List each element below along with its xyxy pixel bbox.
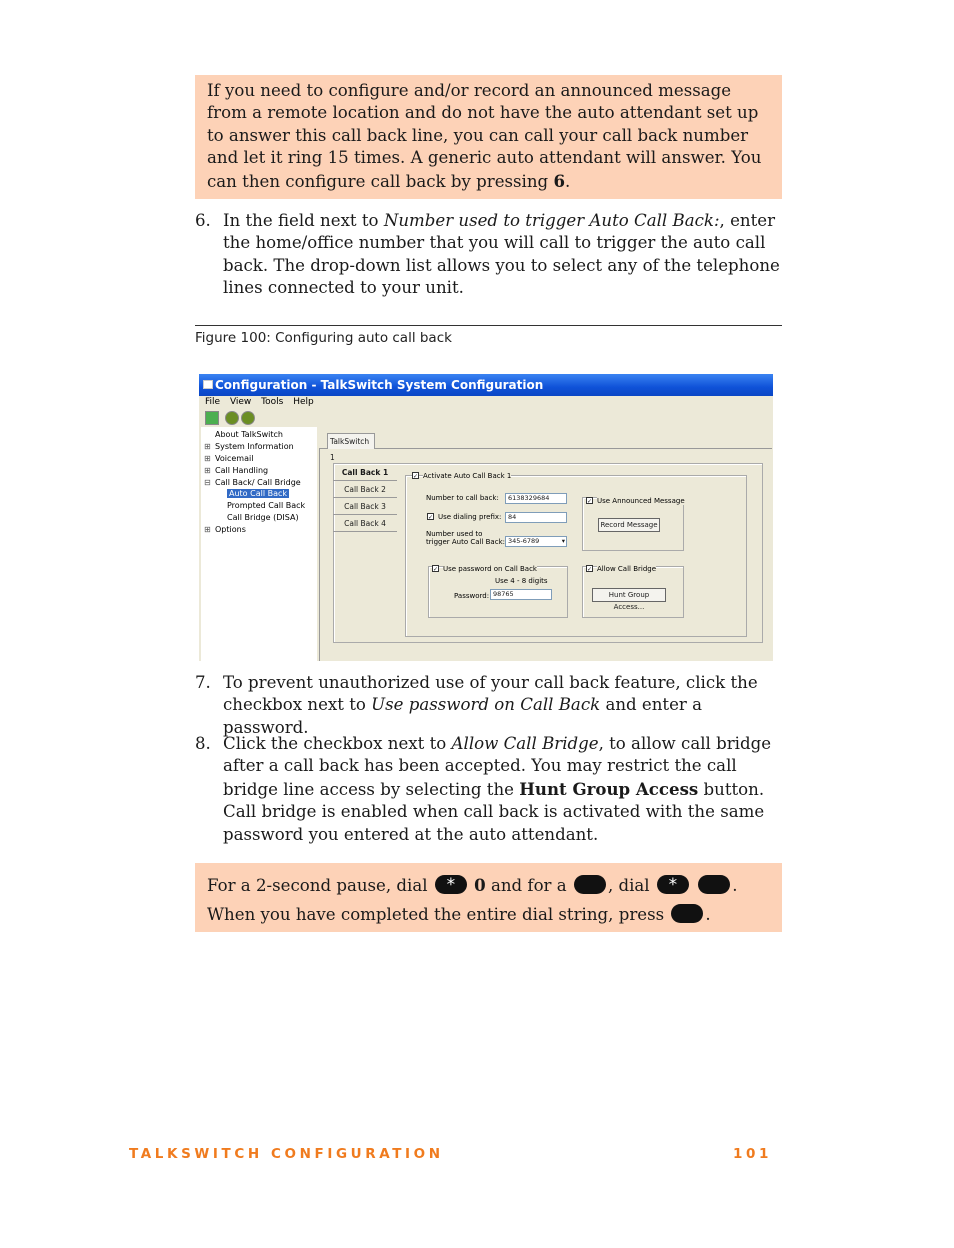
dialing-prefix-checkbox[interactable]: ✓ (428, 514, 434, 521)
footer-section: TALKSWITCH CONFIGURATION (129, 1146, 444, 1162)
blank-key-icon (698, 875, 730, 894)
step-8: 8. Click the checkbox next to Allow Call Bridge, to allow call bridge after a call back has been accepted. You may restrict the call bridge line access by selecting the Hunt Group Access button. Call bridge is enabled when call back is activated with the same password you entered at the auto attendant. (195, 734, 772, 844)
tree-prompted-call-back[interactable]: Prompted Call Back (227, 501, 306, 510)
menu-tools[interactable]: Tools (261, 397, 284, 407)
menu-bar (205, 397, 321, 407)
nav-tree (201, 427, 318, 661)
app-icon (203, 380, 213, 389)
record-message-button[interactable]: Record Message (598, 518, 660, 532)
window-titlebar: Configuration - TalkSwitch System Configuration (199, 374, 773, 396)
password-label: Password: (454, 592, 490, 600)
activate-checkbox[interactable]: ✓ (413, 473, 419, 480)
blank-key-icon (671, 904, 703, 923)
step-7: 7. To prevent unauthorized use of your call back feature, click the checkbox next to Use password on Call Back and enter a password. (195, 673, 758, 737)
dialing-prefix-label: Use dialing prefix: (438, 513, 502, 521)
star-key-icon: * (657, 875, 689, 894)
expand-icon[interactable]: ⊞ (204, 466, 211, 475)
tip-box-remote-config: If you need to configure and/or record an announced message from a remote location and do not have the auto attendant set up to answer this call back line, you can call your call back number and let it ring 15 times. A generic auto attendant will answer. You can then configure call back by pressing 6. (195, 75, 782, 199)
star-key-icon: * (435, 875, 467, 894)
menu-file[interactable]: File (205, 397, 221, 407)
toolbar (203, 410, 763, 427)
call-back-3-button[interactable]: Call Back 3 (333, 500, 397, 515)
announced-checkbox[interactable]: ✓ (587, 498, 593, 505)
blank-key-icon (574, 875, 606, 894)
use-password-label: Use password on Call Back (443, 565, 537, 573)
number-input[interactable]: 6138329684 (505, 493, 567, 504)
tree-voicemail[interactable]: Voicemail (215, 454, 254, 463)
tip-box-dial-pause: For a 2-second pause, dial * 0 and for a , dial * . When you have completed the entire dial string, press . (195, 863, 782, 932)
tab-talkswitch-1[interactable]: TalkSwitch 1 (327, 433, 375, 449)
call-back-4-button[interactable]: Call Back 4 (333, 517, 397, 532)
tree-call-handling[interactable]: Call Handling (215, 466, 269, 475)
dialing-prefix-input[interactable]: 84 (505, 512, 567, 523)
digits-hint: Use 4 - 8 digits (495, 577, 548, 585)
disconnect-icon[interactable] (241, 411, 255, 425)
config-window-screenshot (199, 374, 773, 661)
call-back-1-button[interactable]: Call Back 1 (333, 466, 397, 481)
tree-call-back-bridge[interactable]: Call Back/ Call Bridge (215, 478, 301, 487)
trigger-select[interactable]: 345-6789 ▾ (505, 536, 567, 547)
expand-icon[interactable]: ⊞ (204, 454, 211, 463)
tree-system-info[interactable]: System Information (215, 442, 294, 451)
allow-bridge-label: Allow Call Bridge (597, 565, 657, 573)
tree-call-bridge-disa[interactable]: Call Bridge (DISA) (227, 513, 299, 522)
collapse-icon[interactable]: ⊟ (204, 478, 211, 487)
tree-options[interactable]: Options (215, 525, 246, 534)
connect-icon[interactable] (225, 411, 239, 425)
save-icon[interactable] (205, 411, 219, 425)
figure-rule (195, 325, 782, 326)
settings-panel (317, 427, 773, 661)
step-6: 6. In the field next to Number used to trigger Auto Call Back:, enter the home/office number that you will call to trigger the auto call back. The drop-down list allows you to select any of the telephone lines connected to your unit. (195, 211, 780, 298)
activate-label: Activate Auto Call Back 1 (423, 472, 512, 480)
tree-about[interactable]: About TalkSwitch (215, 430, 283, 439)
use-password-checkbox[interactable]: ✓ (433, 566, 439, 573)
trigger-label-2: trigger Auto Call Back: (426, 538, 505, 546)
password-input[interactable]: 98765 (490, 589, 552, 600)
number-label: Number to call back: (426, 494, 499, 502)
figure-caption: Figure 100: Configuring auto call back (195, 330, 452, 346)
expand-icon[interactable]: ⊞ (204, 442, 211, 451)
menu-view[interactable]: View (229, 397, 252, 407)
expand-icon[interactable]: ⊞ (204, 525, 211, 534)
tree-auto-call-back: Auto Call Back (229, 489, 288, 498)
announced-label: Use Announced Message (597, 497, 685, 505)
hunt-group-access-button[interactable]: Hunt Group Access... (592, 588, 666, 602)
page-number: 101 (733, 1146, 772, 1162)
menu-help[interactable]: Help (293, 397, 314, 407)
allow-bridge-checkbox[interactable]: ✓ (587, 566, 593, 573)
trigger-label-1: Number used to (426, 530, 483, 538)
chevron-down-icon[interactable]: ▾ (561, 537, 565, 545)
key-six: 6 (553, 170, 565, 191)
call-back-2-button[interactable]: Call Back 2 (333, 483, 397, 498)
